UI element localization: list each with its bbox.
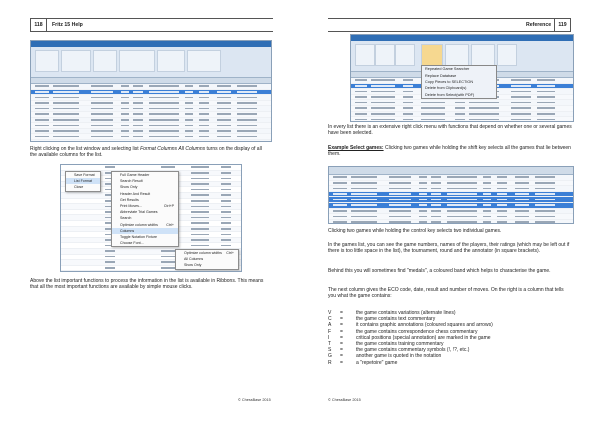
legend-row: V = the game contains variations (alternate lines): [328, 310, 456, 316]
right-page: [300, 0, 600, 424]
pane-tabs-selected: [329, 167, 573, 175]
para-medals: Behind this you will sometimes find "medals", a coloured band which helps to characterise the game.: [328, 268, 551, 274]
database-dropdown-menu: [421, 65, 497, 99]
para-ctrl: Clicking two games while holding the control key selects two individual games.: [328, 228, 502, 234]
menu-item[interactable]: Search Result: [120, 179, 143, 184]
menu-item[interactable]: Show Only: [184, 263, 202, 268]
right-page-footer: © ChessBase 2015: [328, 398, 361, 402]
dropdown-item[interactable]: Copy Pieces to SELECTION: [425, 79, 474, 84]
dropdown-item[interactable]: Delete from Select(with PDF): [425, 92, 475, 97]
menu-item[interactable]: Toggle Notation Fixture: [120, 234, 157, 239]
dropdown-item[interactable]: Replace Database: [425, 73, 457, 78]
right-page-number: 119: [554, 19, 571, 31]
columns-submenu: [175, 249, 239, 270]
example-heading: Example Select games:: [328, 145, 384, 151]
menu-item[interactable]: Header And Result: [120, 191, 151, 196]
right-page-title: Reference: [526, 22, 552, 28]
right-page-header: [328, 18, 571, 32]
para-example: [328, 145, 572, 158]
menu-item[interactable]: All Columns: [184, 257, 204, 262]
main-context-menu: [65, 171, 101, 192]
legend-row: T = the game contains training commentary: [328, 341, 444, 348]
menu-item-list-format[interactable]: List Format: [66, 178, 100, 184]
menu-item[interactable]: Optimize column widths Ctrl+: [120, 222, 174, 227]
legend-row: S = the game contains commentary symbols (!, !?, etc.): [328, 347, 470, 354]
table-row[interactable]: [329, 220, 573, 224]
menu-item[interactable]: Optimize column widths Ctrl+: [184, 251, 234, 255]
legend-row: R = a "repetoire" game: [328, 359, 398, 366]
legend-row: C = the game contains text commentary: [328, 316, 436, 323]
selected-games-screenshot: [328, 166, 574, 224]
menu-item-save-format[interactable]: Save Format: [74, 173, 95, 177]
table-row[interactable]: [61, 271, 241, 272]
menu-item[interactable]: Full Game Header: [120, 173, 150, 177]
selected-games-rows: [329, 175, 573, 224]
menu-item[interactable]: Get Results: [120, 197, 139, 202]
menu-item[interactable]: Show Only: [120, 185, 138, 190]
database-ribbon-screenshot: [350, 34, 574, 122]
para-context-menu: Right clicking on the list window and selecting list Format Columns All Columns turns on the display of all the available columns for the list.: [30, 146, 262, 159]
table-row[interactable]: [31, 140, 271, 142]
content-legend: [328, 310, 572, 366]
games-list-rows: [31, 84, 271, 142]
menu-item[interactable]: Print Moves... Ctrl+P: [120, 203, 174, 208]
para-ribbons: Above the list important functions to process the information in the list is available in Ribbons. This means that all the most important functions are available by simple mouse clicks.: [30, 278, 264, 291]
legend-row: A = it contains graphic annotations (coloured squares and arrows): [328, 322, 493, 329]
games-list-screenshot: [30, 40, 272, 142]
ribbon: [31, 47, 271, 78]
format-submenu: [111, 171, 179, 247]
left-page-footer: © ChessBase 2015: [238, 398, 271, 402]
left-page-header: [30, 18, 273, 32]
legend-row: F = the game contains correspondence chess commentary: [328, 328, 478, 335]
legend-row: I = critical positions (special annotation) are marked in the game: [328, 334, 491, 341]
para-gamelist: In the games list, you can see the game numbers, names of the players, their ratings (which may be left out if there is too little space in the list), the tournament, round and the annotator (in square brackets).: [328, 242, 570, 255]
left-page-title: Fritz 15 Help: [52, 22, 83, 28]
legend-row: G = another game is quoted in the notation: [328, 353, 442, 360]
para-intro: In every list there is an extensive right click menu with functions that depend on whether one or several games have been selected.: [328, 124, 572, 137]
context-menu-screenshot: [60, 164, 242, 272]
example-text: Clicking two games while holding the shift key selects all the games that lie between them.: [328, 145, 571, 158]
dropdown-item[interactable]: Repeated Game Searcher: [425, 67, 470, 72]
table-row[interactable]: [351, 117, 573, 122]
menu-item[interactable]: Abbreviate Trial Games: [120, 210, 158, 215]
menu-item[interactable]: Choose Font...: [120, 241, 144, 246]
dropdown-item[interactable]: Delete from Clipboard(s): [425, 86, 467, 91]
menu-item[interactable]: Search: [120, 216, 132, 221]
menu-item-close[interactable]: Close: [74, 185, 84, 190]
menu-item[interactable]: Columns: [112, 228, 178, 234]
para-next-column: The next column gives the ECO code, date, result and number of moves. On the right is a column that tells you what the game contains:: [328, 287, 564, 300]
left-page-number: 118: [30, 19, 47, 31]
